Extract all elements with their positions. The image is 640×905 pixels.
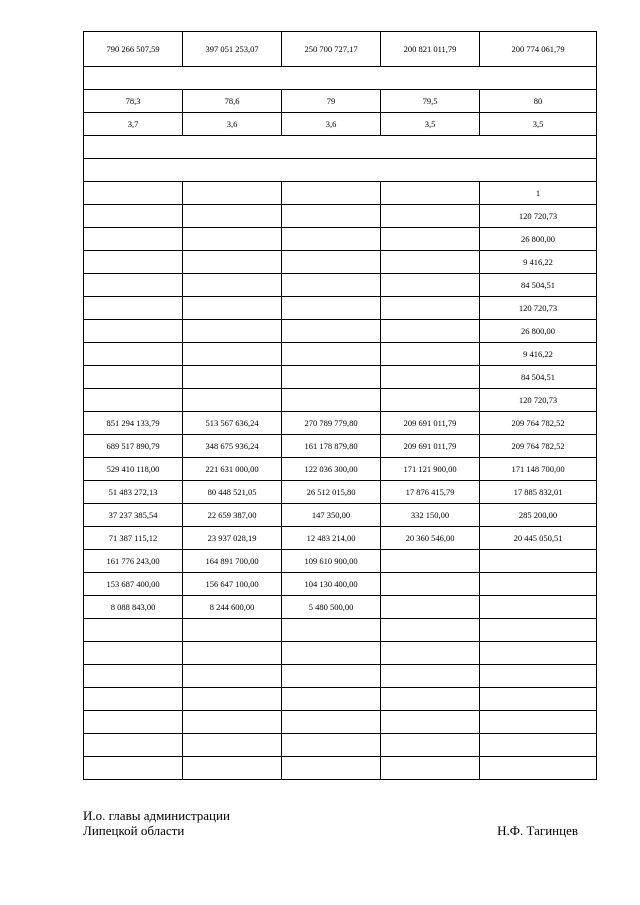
table-row	[84, 550, 597, 573]
table-cell: 3,7	[84, 113, 183, 136]
table-cell	[480, 573, 597, 596]
table-row	[84, 504, 597, 527]
table-cell	[381, 251, 480, 274]
table-cell: 122 036 300,00	[282, 458, 381, 481]
table-cell	[84, 711, 183, 734]
table-cell	[84, 297, 183, 320]
table-cell	[381, 665, 480, 688]
table-cell: 348 675 936,24	[183, 435, 282, 458]
table-cell	[183, 366, 282, 389]
table-cell	[480, 757, 597, 780]
table-cell: 209 764 782,52	[480, 435, 597, 458]
table-cell	[183, 711, 282, 734]
table-cell: 285 200,00	[480, 504, 597, 527]
table-cell: 120 720,73	[480, 297, 597, 320]
table-row	[84, 619, 597, 642]
table-cell	[84, 228, 183, 251]
table-cell	[84, 642, 183, 665]
table-cell: 156 647 100,00	[183, 573, 282, 596]
table-cell: 3,5	[480, 113, 597, 136]
table-cell	[183, 688, 282, 711]
table-cell	[381, 619, 480, 642]
table-cell	[282, 205, 381, 228]
section-separator-cell	[84, 136, 597, 159]
table-row	[84, 366, 597, 389]
table-cell: 270 789 779,80	[282, 412, 381, 435]
table-cell	[480, 550, 597, 573]
table-row	[84, 90, 597, 113]
table-cell: 26 800,00	[480, 228, 597, 251]
table-cell	[282, 343, 381, 366]
table-row	[84, 228, 597, 251]
table-row	[84, 665, 597, 688]
table-cell	[183, 205, 282, 228]
table-cell: 790 266 507,59	[84, 32, 183, 67]
table-cell: 26 800,00	[480, 320, 597, 343]
table-row	[84, 734, 597, 757]
table-cell	[381, 734, 480, 757]
table-cell	[183, 665, 282, 688]
table-cell: 79	[282, 90, 381, 113]
table-cell	[381, 550, 480, 573]
table-cell: 84 504,51	[480, 366, 597, 389]
table-row	[84, 251, 597, 274]
table-cell: 209 691 011,79	[381, 435, 480, 458]
table-cell: 120 720,73	[480, 389, 597, 412]
table-row	[84, 527, 597, 550]
table-cell	[282, 182, 381, 205]
table-cell	[480, 596, 597, 619]
table-cell	[282, 389, 381, 412]
budget-table-section	[83, 31, 596, 780]
table-cell: 851 294 133,79	[84, 412, 183, 435]
table-cell	[381, 297, 480, 320]
table-cell: 9 416,22	[480, 343, 597, 366]
table-cell	[183, 389, 282, 412]
table-cell	[381, 642, 480, 665]
table-cell: 5 480 500,00	[282, 596, 381, 619]
table-cell: 51 483 272,13	[84, 481, 183, 504]
table-cell	[282, 757, 381, 780]
table-cell: 37 237 385,54	[84, 504, 183, 527]
table-cell	[84, 619, 183, 642]
table-cell: 171 121 900,00	[381, 458, 480, 481]
table-cell: 332 150,00	[381, 504, 480, 527]
table-cell	[381, 320, 480, 343]
table-row	[84, 573, 597, 596]
table-cell: 120 720,73	[480, 205, 597, 228]
table-cell: 17 876 415,79	[381, 481, 480, 504]
table-cell	[381, 389, 480, 412]
table-cell	[84, 320, 183, 343]
table-cell	[381, 596, 480, 619]
table-cell: 8 244 600,00	[183, 596, 282, 619]
table-cell: 80	[480, 90, 597, 113]
table-cell	[183, 734, 282, 757]
table-row	[84, 136, 597, 159]
table-cell	[381, 711, 480, 734]
table-cell	[480, 734, 597, 757]
table-cell	[183, 619, 282, 642]
table-row	[84, 205, 597, 228]
table-row	[84, 688, 597, 711]
table-cell: 3,6	[282, 113, 381, 136]
table-row	[84, 113, 597, 136]
signatory-region: Липецкой области	[83, 823, 185, 838]
table-cell: 17 885 832,01	[480, 481, 597, 504]
table-cell	[282, 274, 381, 297]
table-cell	[381, 688, 480, 711]
table-cell	[183, 343, 282, 366]
table-cell	[282, 642, 381, 665]
table-cell	[381, 573, 480, 596]
signatory-position	[83, 808, 230, 838]
table-cell: 80 448 521,05	[183, 481, 282, 504]
table-row	[84, 412, 597, 435]
section-separator-cell	[84, 67, 597, 90]
table-cell	[381, 343, 480, 366]
table-cell: 164 891 700,00	[183, 550, 282, 573]
table-cell	[480, 665, 597, 688]
table-cell: 3,5	[381, 113, 480, 136]
table-cell	[183, 274, 282, 297]
table-row	[84, 596, 597, 619]
table-cell	[282, 320, 381, 343]
table-row	[84, 320, 597, 343]
table-cell	[480, 688, 597, 711]
table-cell: 9 416,22	[480, 251, 597, 274]
table-cell	[282, 619, 381, 642]
table-cell	[84, 251, 183, 274]
table-cell	[381, 274, 480, 297]
table-row	[84, 458, 597, 481]
table-cell: 84 504,51	[480, 274, 597, 297]
table-cell: 22 659 387,00	[183, 504, 282, 527]
table-cell: 153 687 400,00	[84, 573, 183, 596]
table-cell	[381, 757, 480, 780]
table-row	[84, 642, 597, 665]
table-cell	[282, 297, 381, 320]
table-cell: 161 776 243,00	[84, 550, 183, 573]
table-cell: 26 512 015,80	[282, 481, 381, 504]
table-cell: 161 178 879,80	[282, 435, 381, 458]
table-cell: 200 821 011,79	[381, 32, 480, 67]
table-cell: 12 483 214,00	[282, 527, 381, 550]
table-row	[84, 435, 597, 458]
table-cell	[282, 228, 381, 251]
table-cell	[480, 619, 597, 642]
table-cell	[84, 343, 183, 366]
table-cell: 689 517 890,79	[84, 435, 183, 458]
budget-table-body	[84, 32, 597, 780]
table-cell: 209 764 782,52	[480, 412, 597, 435]
table-cell	[183, 228, 282, 251]
table-cell	[183, 297, 282, 320]
table-row	[84, 343, 597, 366]
table-row	[84, 32, 597, 67]
table-row	[84, 481, 597, 504]
table-cell	[84, 274, 183, 297]
table-cell	[84, 757, 183, 780]
table-cell	[183, 182, 282, 205]
section-separator-cell	[84, 159, 597, 182]
table-cell	[84, 366, 183, 389]
table-cell: 171 148 700,00	[480, 458, 597, 481]
table-cell: 147 350,00	[282, 504, 381, 527]
table-cell	[183, 642, 282, 665]
table-cell: 209 691 011,79	[381, 412, 480, 435]
table-cell: 200 774 061,79	[480, 32, 597, 67]
table-cell	[480, 642, 597, 665]
table-cell	[183, 320, 282, 343]
budget-table	[83, 31, 597, 780]
table-cell	[84, 734, 183, 757]
table-cell	[84, 205, 183, 228]
table-cell: 109 610 900,00	[282, 550, 381, 573]
table-cell	[84, 665, 183, 688]
table-cell: 221 631 000,00	[183, 458, 282, 481]
table-cell	[381, 205, 480, 228]
table-cell	[282, 366, 381, 389]
table-cell	[84, 182, 183, 205]
table-row	[84, 274, 597, 297]
table-cell: 79,5	[381, 90, 480, 113]
table-cell: 1	[480, 182, 597, 205]
table-cell	[282, 734, 381, 757]
signatory-name: Н.Ф. Тагинцев	[497, 823, 578, 838]
table-row	[84, 711, 597, 734]
table-cell: 23 937 028,19	[183, 527, 282, 550]
table-cell: 20 445 050,51	[480, 527, 597, 550]
table-cell: 513 567 636,24	[183, 412, 282, 435]
table-cell: 104 130 400,00	[282, 573, 381, 596]
table-cell: 529 410 118,00	[84, 458, 183, 481]
table-cell: 78,6	[183, 90, 282, 113]
table-cell	[282, 665, 381, 688]
table-cell: 397 051 253,07	[183, 32, 282, 67]
table-row	[84, 182, 597, 205]
table-cell: 3,6	[183, 113, 282, 136]
table-cell: 71 387 115,12	[84, 527, 183, 550]
table-cell: 78,3	[84, 90, 183, 113]
table-cell: 250 700 727,17	[282, 32, 381, 67]
table-row	[84, 389, 597, 412]
table-cell	[381, 182, 480, 205]
table-row	[84, 67, 597, 90]
table-row	[84, 297, 597, 320]
table-cell: 20 360 546,00	[381, 527, 480, 550]
table-cell	[84, 389, 183, 412]
table-cell	[282, 711, 381, 734]
table-cell	[84, 688, 183, 711]
table-cell	[183, 757, 282, 780]
table-cell	[480, 711, 597, 734]
table-row	[84, 757, 597, 780]
table-cell	[381, 228, 480, 251]
signatory-title: И.о. главы администрации	[83, 808, 230, 823]
table-cell	[282, 251, 381, 274]
table-row	[84, 159, 597, 182]
table-cell: 8 088 843,00	[84, 596, 183, 619]
table-cell	[282, 688, 381, 711]
table-cell	[183, 251, 282, 274]
table-cell	[381, 366, 480, 389]
